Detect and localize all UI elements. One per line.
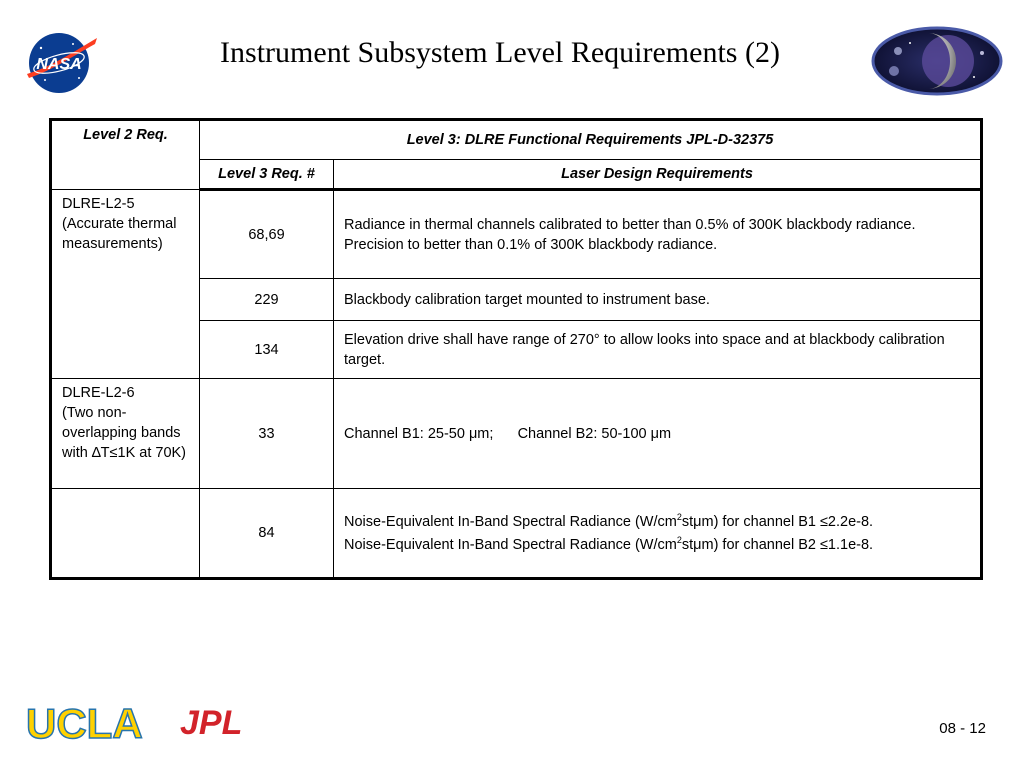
level2-desc: (Two non-overlapping bands with ∆T≤1K at 70K) xyxy=(62,405,187,461)
level2-id: DLRE-L2-6 xyxy=(62,385,135,401)
table-header-row xyxy=(51,120,982,160)
req-number: 229 xyxy=(200,279,334,321)
requirements-table xyxy=(49,118,983,580)
req-text: Channel B1: 25-50 μm; Channel B2: 50-100 μm xyxy=(334,379,982,489)
jpl-logo xyxy=(178,704,286,745)
page-number: 08 - 12 xyxy=(939,720,986,737)
req-text: Blackbody calibration target mounted to instrument base. xyxy=(334,279,982,321)
ucla-wordmark: UCLA xyxy=(26,700,143,744)
table-row xyxy=(51,379,982,489)
req-number: 84 xyxy=(200,489,334,579)
header-level3-title: Level 3: DLRE Functional Requirements JPL-D-32375 xyxy=(200,120,982,160)
header-level2: Level 2 Req. xyxy=(51,120,200,190)
noise-line-b1: Noise-Equivalent In-Band Spectral Radiance $(W/cm^2st\mu m)$ for channel B1 ≤2.2e-8. xyxy=(344,511,874,530)
req-text: Radiance in thermal channels calibrated to better than 0.5% of 300K blackbody radiance. Precision to better than 0.1% of 300K blackbody radiance. xyxy=(334,190,982,279)
table-row xyxy=(51,190,982,279)
req-number: 33 xyxy=(200,379,334,489)
table-row xyxy=(51,489,982,579)
mission-logo xyxy=(870,25,1004,102)
jpl-wordmark: JPL xyxy=(180,704,243,740)
level2-cell xyxy=(51,379,200,489)
level2-cell-empty xyxy=(51,489,200,579)
page-title: Instrument Subsystem Level Requirements (2) xyxy=(220,36,780,69)
level2-cell xyxy=(51,190,200,379)
req-text xyxy=(334,489,982,579)
level2-id: DLRE-L2-5 xyxy=(62,196,135,212)
nasa-logo xyxy=(23,30,99,99)
level2-desc: (Accurate thermal measurements) xyxy=(62,216,177,252)
header-design-requirements: Laser Design Requirements xyxy=(334,160,982,190)
req-number: 134 xyxy=(200,321,334,379)
nasa-wordmark: NASA xyxy=(36,56,82,73)
req-text: Elevation drive shall have range of 270° to allow looks into space and at blackbody calibration target. xyxy=(334,321,982,379)
req-number: 68,69 xyxy=(200,190,334,279)
ucla-logo xyxy=(26,700,150,749)
header-level3-req-num: Level 3 Req. # xyxy=(200,160,334,190)
noise-line-b2: Noise-Equivalent In-Band Spectral Radiance $(W/cm^2st\mu m)$ for channel B2 ≤1.1e-8. xyxy=(344,534,874,553)
